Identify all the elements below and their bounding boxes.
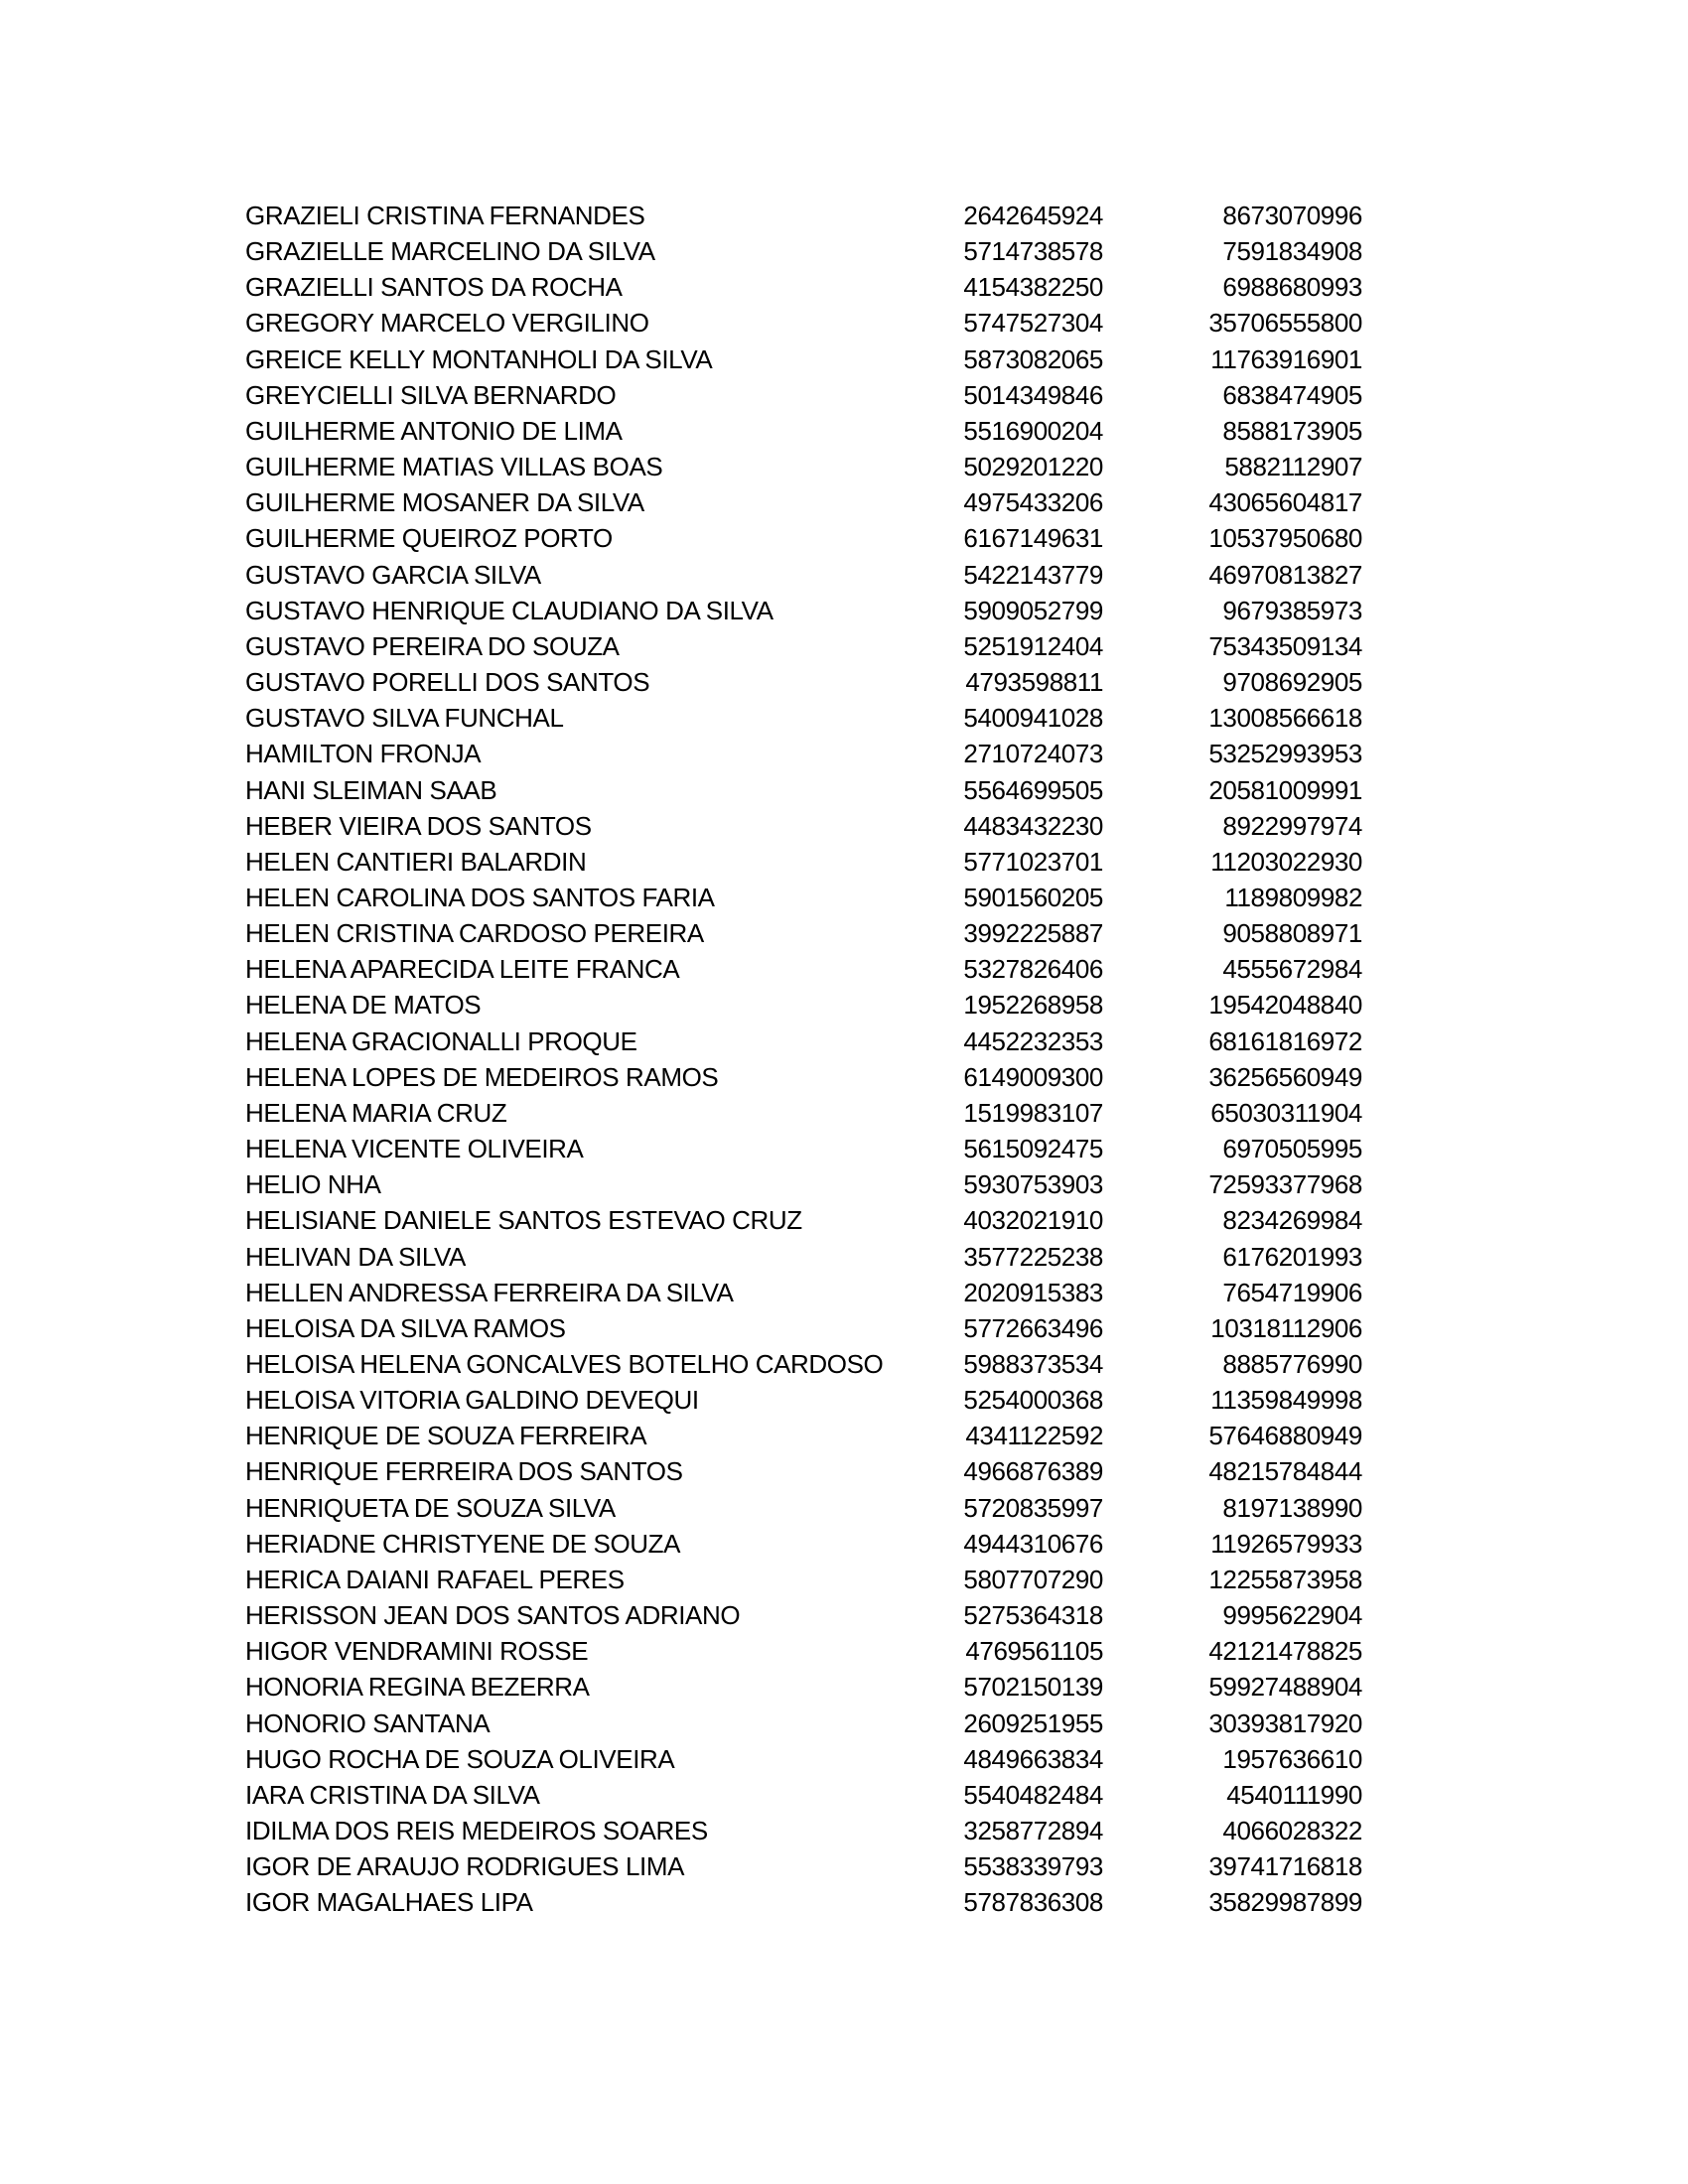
- person-name: HELEN CANTIERI BALARDIN: [245, 846, 587, 877]
- person-name: GUSTAVO GARCIA SILVA: [245, 559, 541, 590]
- table-row: [0, 808, 1688, 844]
- number-column-2-value: 4540111990: [1226, 1779, 1362, 1810]
- person-name: HELEN CRISTINA CARDOSO PEREIRA: [245, 918, 704, 949]
- number-column-1-value: 2710724073: [963, 739, 1103, 769]
- table-row: [0, 484, 1688, 520]
- number-column-2-value: 1957636610: [1222, 1743, 1362, 1774]
- table-row: [0, 233, 1688, 269]
- number-column-2-value: 11763916901: [1210, 343, 1362, 374]
- number-column-1-value: 6167149631: [963, 523, 1103, 554]
- number-column-2-value: 35829987899: [1208, 1887, 1362, 1918]
- person-name: IGOR MAGALHAES LIPA: [245, 1887, 533, 1918]
- person-name: GUILHERME ANTONIO DE LIMA: [245, 415, 623, 446]
- person-name: GRAZIELI CRISTINA FERNANDES: [245, 201, 645, 230]
- number-column-2-value: 9679385973: [1222, 595, 1362, 625]
- number-column-2-value: 4555672984: [1222, 954, 1362, 985]
- person-name: HELEN CAROLINA DOS SANTOS FARIA: [245, 882, 715, 912]
- person-name: HELIVAN DA SILVA: [245, 1241, 466, 1272]
- number-column-2-value: 13008566618: [1208, 703, 1362, 734]
- number-column-2-value: 75343509134: [1208, 630, 1362, 661]
- number-column-2-value: 10537950680: [1208, 523, 1362, 554]
- number-column-2-value: 11203022930: [1210, 846, 1362, 877]
- number-column-2-value: 8673070996: [1222, 201, 1362, 230]
- number-column-1-value: 5873082065: [963, 343, 1103, 374]
- number-column-2-value: 19542048840: [1208, 990, 1362, 1021]
- person-name: HONORIA REGINA BEZERRA: [245, 1672, 590, 1703]
- table-row: [0, 772, 1688, 808]
- person-name: HIGOR VENDRAMINI ROSSE: [245, 1636, 589, 1667]
- number-column-2-value: 53252993953: [1208, 739, 1362, 769]
- number-column-1-value: 5702150139: [963, 1672, 1103, 1703]
- number-column-2-value: 72593377968: [1208, 1169, 1362, 1200]
- table-row: [0, 593, 1688, 628]
- person-name: HUGO ROCHA DE SOUZA OLIVEIRA: [245, 1743, 675, 1774]
- number-column-1-value: 5720835997: [963, 1492, 1103, 1523]
- number-column-1-value: 5901560205: [963, 882, 1103, 912]
- number-column-1-value: 5251912404: [963, 630, 1103, 661]
- table-row: [0, 700, 1688, 736]
- table-row: [0, 880, 1688, 915]
- number-column-1-value: 3577225238: [963, 1241, 1103, 1272]
- number-column-2-value: 39741716818: [1208, 1851, 1362, 1882]
- number-column-2-value: 8922997974: [1222, 810, 1362, 841]
- person-name: HELOISA HELENA GONCALVES BOTELHO CARDOSO: [245, 1349, 884, 1379]
- number-column-2-value: 20581009991: [1208, 774, 1362, 805]
- person-name: GREGORY MARCELO VERGILINO: [245, 308, 649, 339]
- person-name: HANI SLEIMAN SAAB: [245, 774, 497, 805]
- person-name: GUILHERME MOSANER DA SILVA: [245, 487, 644, 518]
- records-list: [0, 198, 1688, 1921]
- table-row: [0, 1346, 1688, 1382]
- number-column-1-value: 4032021910: [963, 1205, 1103, 1236]
- number-column-1-value: 5909052799: [963, 595, 1103, 625]
- table-row: [0, 1382, 1688, 1418]
- person-name: HONORIO SANTANA: [245, 1707, 491, 1738]
- person-name: HELENA DE MATOS: [245, 990, 482, 1021]
- person-name: HELENA GRACIONALLI PROQUE: [245, 1025, 637, 1056]
- person-name: GRAZIELLE MARCELINO DA SILVA: [245, 236, 655, 267]
- number-column-2-value: 8885776990: [1222, 1349, 1362, 1379]
- person-name: HELENA LOPES DE MEDEIROS RAMOS: [245, 1061, 719, 1092]
- table-row: [0, 736, 1688, 771]
- person-name: HELISIANE DANIELE SANTOS ESTEVAO CRUZ: [245, 1205, 802, 1236]
- number-column-1-value: 5400941028: [963, 703, 1103, 734]
- number-column-1-value: 4452232353: [963, 1025, 1103, 1056]
- number-column-2-value: 8197138990: [1222, 1492, 1362, 1523]
- table-row: [0, 1706, 1688, 1741]
- table-row: [0, 1562, 1688, 1597]
- number-column-2-value: 10318112906: [1210, 1312, 1362, 1343]
- person-name: HERIADNE CHRISTYENE DE SOUZA: [245, 1528, 681, 1559]
- table-row: [0, 628, 1688, 664]
- table-row: [0, 1453, 1688, 1489]
- number-column-2-value: 5882112907: [1224, 452, 1362, 482]
- table-row: [0, 1095, 1688, 1131]
- table-row: [0, 1633, 1688, 1669]
- table-row: [0, 987, 1688, 1023]
- table-row: [0, 1024, 1688, 1059]
- number-column-1-value: 4944310676: [963, 1528, 1103, 1559]
- person-name: GUSTAVO PORELLI DOS SANTOS: [245, 667, 650, 698]
- table-row: [0, 1597, 1688, 1633]
- number-column-1-value: 6149009300: [963, 1061, 1103, 1092]
- number-column-2-value: 57646880949: [1208, 1421, 1362, 1451]
- table-row: [0, 1418, 1688, 1453]
- number-column-2-value: 6970505995: [1222, 1134, 1362, 1164]
- number-column-1-value: 5747527304: [963, 308, 1103, 339]
- table-row: [0, 1669, 1688, 1705]
- table-row: [0, 377, 1688, 413]
- person-name: GUSTAVO SILVA FUNCHAL: [245, 703, 564, 734]
- number-column-1-value: 4966876389: [963, 1456, 1103, 1487]
- number-column-1-value: 3258772894: [963, 1816, 1103, 1846]
- table-row: [0, 951, 1688, 987]
- table-row: [0, 341, 1688, 377]
- number-column-1-value: 4769561105: [965, 1636, 1103, 1667]
- number-column-1-value: 1952268958: [963, 990, 1103, 1021]
- person-name: HAMILTON FRONJA: [245, 739, 482, 769]
- number-column-2-value: 7591834908: [1222, 236, 1362, 267]
- number-column-1-value: 5772663496: [963, 1312, 1103, 1343]
- number-column-1-value: 5930753903: [963, 1169, 1103, 1200]
- person-name: HENRIQUETA DE SOUZA SILVA: [245, 1492, 616, 1523]
- table-row: [0, 520, 1688, 556]
- table-row: [0, 1884, 1688, 1920]
- table-row: [0, 844, 1688, 880]
- person-name: HERISSON JEAN DOS SANTOS ADRIANO: [245, 1600, 741, 1631]
- person-name: GUILHERME QUEIROZ PORTO: [245, 523, 613, 554]
- number-column-1-value: 4483432230: [963, 810, 1103, 841]
- number-column-2-value: 6838474905: [1222, 379, 1362, 410]
- number-column-2-value: 7654719906: [1222, 1277, 1362, 1307]
- number-column-2-value: 43065604817: [1208, 487, 1362, 518]
- number-column-1-value: 1519983107: [963, 1097, 1103, 1128]
- number-column-1-value: 5516900204: [963, 415, 1103, 446]
- person-name: GUSTAVO HENRIQUE CLAUDIANO DA SILVA: [245, 595, 774, 625]
- number-column-1-value: 4849663834: [963, 1743, 1103, 1774]
- person-name: HELOISA VITORIA GALDINO DEVEQUI: [245, 1385, 699, 1416]
- number-column-1-value: 5564699505: [963, 774, 1103, 805]
- number-column-1-value: 4793598811: [965, 667, 1103, 698]
- person-name: HERICA DAIANI RAFAEL PERES: [245, 1564, 625, 1594]
- number-column-2-value: 42121478825: [1208, 1636, 1362, 1667]
- number-column-1-value: 5787836308: [963, 1887, 1103, 1918]
- number-column-2-value: 9995622904: [1222, 1600, 1362, 1631]
- person-name: HELOISA DA SILVA RAMOS: [245, 1312, 566, 1343]
- person-name: HELENA VICENTE OLIVEIRA: [245, 1134, 584, 1164]
- table-row: [0, 198, 1688, 233]
- table-row: [0, 1490, 1688, 1526]
- person-name: GRAZIELLI SANTOS DA ROCHA: [245, 272, 623, 303]
- table-row: [0, 1275, 1688, 1310]
- number-column-2-value: 65030311904: [1210, 1097, 1362, 1128]
- table-row: [0, 1239, 1688, 1275]
- table-row: [0, 1202, 1688, 1238]
- number-column-1-value: 2642645924: [963, 201, 1103, 230]
- number-column-1-value: 5275364318: [963, 1600, 1103, 1631]
- number-column-1-value: 2609251955: [963, 1707, 1103, 1738]
- number-column-2-value: 4066028322: [1222, 1816, 1362, 1846]
- table-row: [0, 1741, 1688, 1777]
- person-name: HELENA APARECIDA LEITE FRANCA: [245, 954, 680, 985]
- table-row: [0, 1310, 1688, 1346]
- number-column-2-value: 1189809982: [1224, 882, 1362, 912]
- table-row: [0, 1166, 1688, 1202]
- person-name: HENRIQUE FERREIRA DOS SANTOS: [245, 1456, 683, 1487]
- number-column-2-value: 6988680993: [1222, 272, 1362, 303]
- number-column-1-value: 5422143779: [963, 559, 1103, 590]
- number-column-1-value: 5540482484: [963, 1779, 1103, 1810]
- number-column-2-value: 12255873958: [1208, 1564, 1362, 1594]
- number-column-2-value: 46970813827: [1208, 559, 1362, 590]
- number-column-2-value: 11926579933: [1210, 1528, 1362, 1559]
- number-column-1-value: 5327826406: [963, 954, 1103, 985]
- table-row: [0, 915, 1688, 951]
- number-column-2-value: 6176201993: [1222, 1241, 1362, 1272]
- number-column-1-value: 5771023701: [963, 846, 1103, 877]
- number-column-2-value: 8234269984: [1222, 1205, 1362, 1236]
- person-name: GUILHERME MATIAS VILLAS BOAS: [245, 452, 663, 482]
- table-row: [0, 269, 1688, 305]
- number-column-1-value: 5254000368: [963, 1385, 1103, 1416]
- number-column-1-value: 3992225887: [963, 918, 1103, 949]
- number-column-1-value: 5714738578: [963, 236, 1103, 267]
- person-name: GREYCIELLI SILVA BERNARDO: [245, 379, 617, 410]
- person-name: GUSTAVO PEREIRA DO SOUZA: [245, 630, 620, 661]
- table-row: [0, 413, 1688, 449]
- person-name: IGOR DE ARAUJO RODRIGUES LIMA: [245, 1851, 685, 1882]
- person-name: HEBER VIEIRA DOS SANTOS: [245, 810, 592, 841]
- number-column-2-value: 9708692905: [1222, 667, 1362, 698]
- number-column-1-value: 5029201220: [963, 452, 1103, 482]
- number-column-1-value: 4341122592: [965, 1421, 1103, 1451]
- number-column-1-value: 2020915383: [963, 1277, 1103, 1307]
- table-row: [0, 1526, 1688, 1562]
- table-row: [0, 1848, 1688, 1884]
- number-column-1-value: 4154382250: [963, 272, 1103, 303]
- number-column-2-value: 48215784844: [1208, 1456, 1362, 1487]
- number-column-2-value: 11359849998: [1210, 1385, 1362, 1416]
- number-column-1-value: 5615092475: [963, 1134, 1103, 1164]
- number-column-1-value: 4975433206: [963, 487, 1103, 518]
- table-row: [0, 1777, 1688, 1813]
- person-name: IDILMA DOS REIS MEDEIROS SOARES: [245, 1816, 708, 1846]
- number-column-2-value: 36256560949: [1208, 1061, 1362, 1092]
- table-row: [0, 557, 1688, 593]
- table-row: [0, 664, 1688, 700]
- number-column-2-value: 59927488904: [1208, 1672, 1362, 1703]
- person-name: HELLEN ANDRESSA FERREIRA DA SILVA: [245, 1277, 734, 1307]
- person-name: HELENA MARIA CRUZ: [245, 1097, 507, 1128]
- number-column-1-value: 5014349846: [963, 379, 1103, 410]
- table-row: [0, 1059, 1688, 1095]
- number-column-2-value: 35706555800: [1208, 308, 1362, 339]
- person-name: HENRIQUE DE SOUZA FERREIRA: [245, 1421, 647, 1451]
- table-row: [0, 1813, 1688, 1848]
- number-column-2-value: 8588173905: [1222, 415, 1362, 446]
- number-column-1-value: 5988373534: [963, 1349, 1103, 1379]
- person-name: GREICE KELLY MONTANHOLI DA SILVA: [245, 343, 713, 374]
- number-column-2-value: 68161816972: [1208, 1025, 1362, 1056]
- table-row: [0, 449, 1688, 484]
- number-column-2-value: 9058808971: [1222, 918, 1362, 949]
- person-name: IARA CRISTINA DA SILVA: [245, 1779, 540, 1810]
- table-row: [0, 1131, 1688, 1166]
- table-row: [0, 305, 1688, 341]
- number-column-1-value: 5807707290: [963, 1564, 1103, 1594]
- person-name: HELIO NHA: [245, 1169, 381, 1200]
- number-column-2-value: 30393817920: [1208, 1707, 1362, 1738]
- number-column-1-value: 5538339793: [963, 1851, 1103, 1882]
